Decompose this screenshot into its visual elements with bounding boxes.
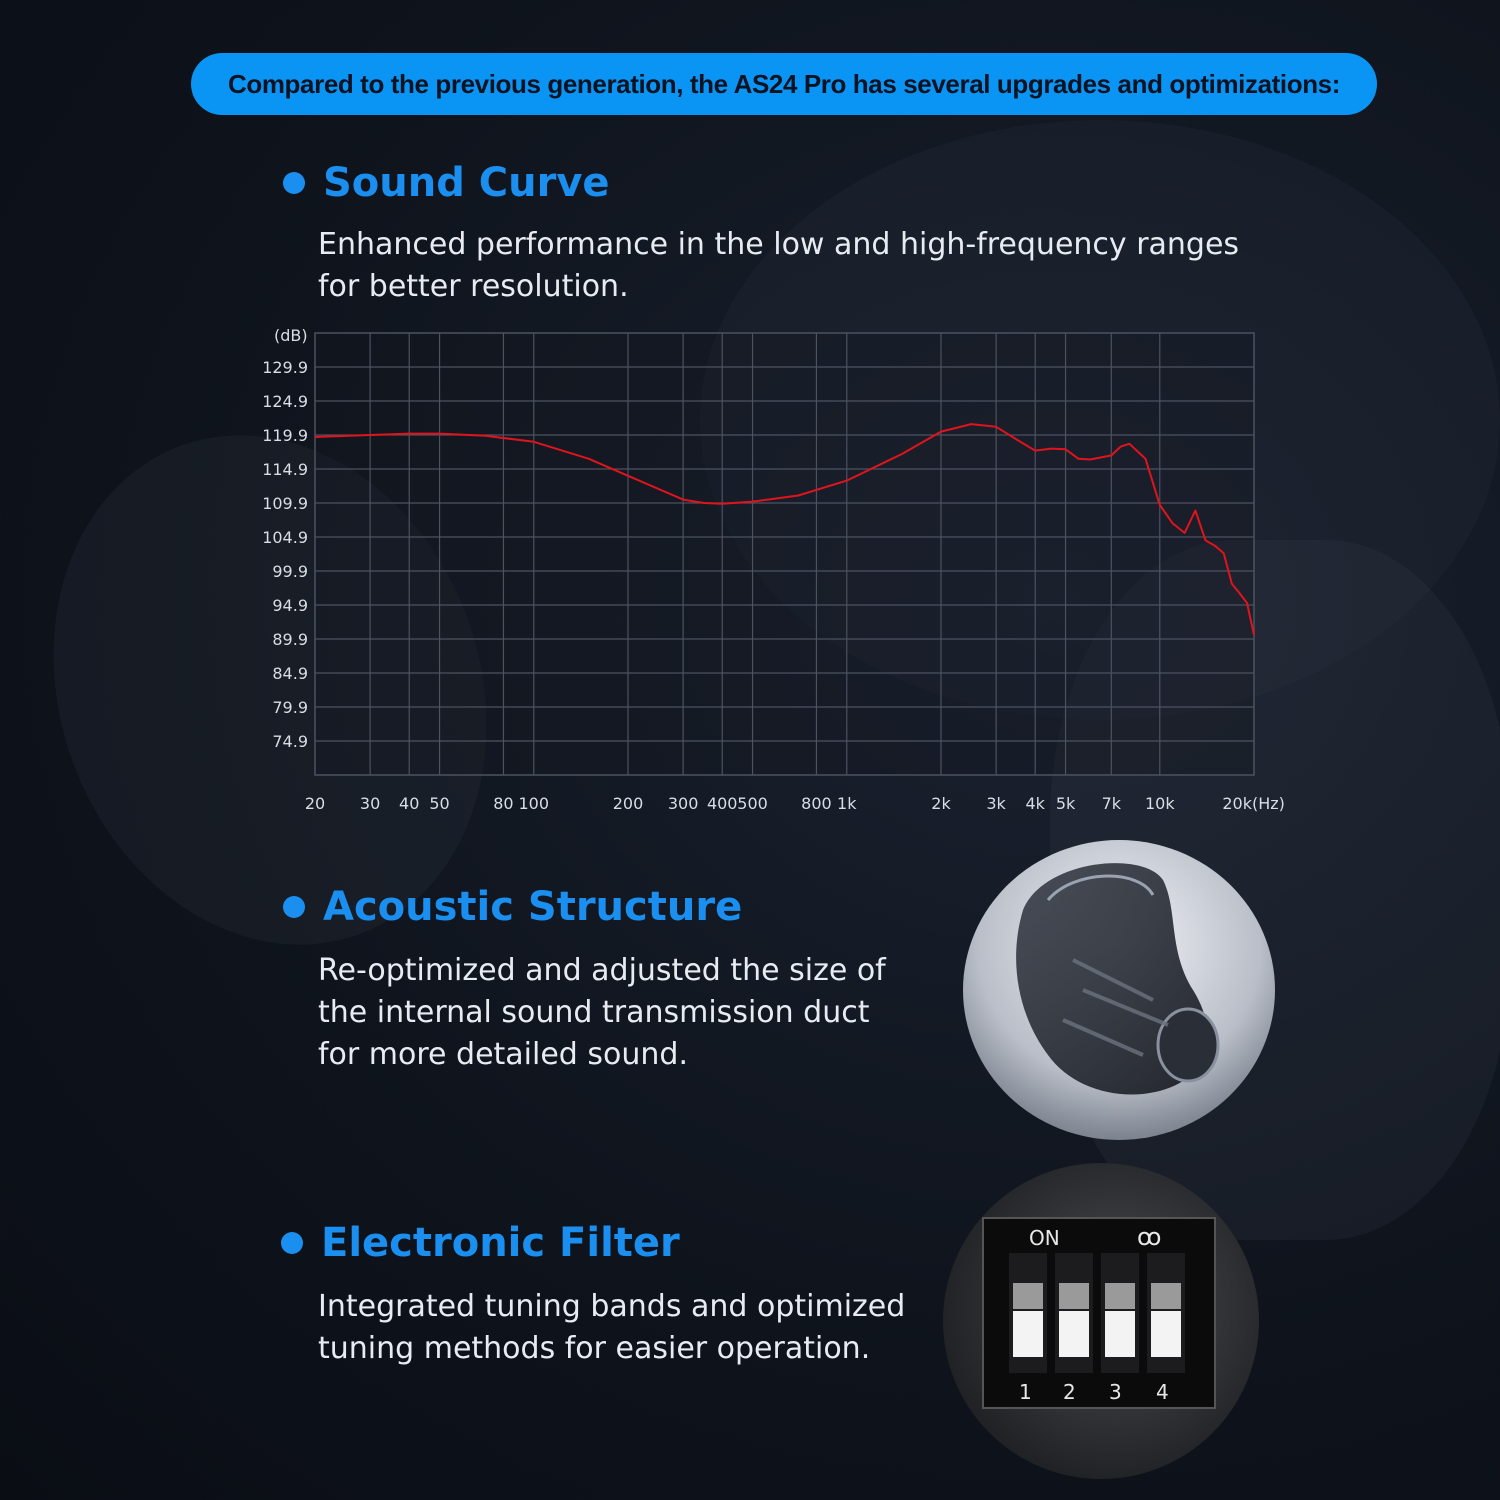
y-axis-ticks [262, 358, 308, 751]
x-tick-label: 300 [667, 794, 699, 813]
x-tick-label: 50 [429, 794, 450, 813]
y-axis-label: (dB) [274, 326, 308, 345]
plot-area [315, 333, 1254, 775]
sound-curve-description: Enhanced performance in the low and high-frequency ranges for better resolution. [318, 227, 1240, 304]
x-tick-label: 400 [706, 794, 738, 813]
x-tick-label: 4k [1025, 794, 1045, 813]
earpiece-shell-image [963, 840, 1275, 1140]
banner-text: Compared to the previous generation, the AS24 Pro has several upgrades and optimizations: [227, 68, 1341, 99]
y-tick-label: 99.9 [272, 562, 308, 581]
acoustic-structure-heading [283, 884, 742, 930]
y-tick-label: 74.9 [272, 732, 308, 751]
x-tick-label: 3k [986, 794, 1006, 813]
acoustic-structure-title: Acoustic Structure [323, 884, 743, 930]
y-tick-label: 89.9 [272, 630, 308, 649]
acoustic-structure-description: Re-optimized and adjusted the size of the internal sound transmission duct for more detailed sound. [318, 953, 886, 1072]
electronic-filter-description: Integrated tuning bands and optimized tuning methods for easier operation. [318, 1289, 906, 1366]
electronic-filter-heading [281, 1220, 680, 1266]
x-tick-label: 20k [1222, 794, 1252, 813]
y-tick-label: 84.9 [272, 664, 308, 683]
sound-curve-title: Sound Curve [323, 160, 610, 206]
y-tick-label: 104.9 [262, 528, 308, 547]
x-tick-label: 500 [737, 794, 768, 813]
y-tick-label: 114.9 [262, 460, 308, 479]
x-tick-label: 30 [359, 794, 381, 813]
bullet-dot-icon [283, 896, 305, 918]
electronic-filter-title: Electronic Filter [321, 1220, 680, 1266]
brand-logo: ꝏ [1137, 1223, 1162, 1251]
x-tick-label: 20 [304, 794, 326, 813]
y-tick-label: 109.9 [262, 494, 308, 513]
switch-number-1: 1 [1019, 1380, 1032, 1404]
x-tick-label: 10k [1144, 794, 1175, 813]
bullet-dot-icon [281, 1232, 303, 1254]
x-tick-label: 5k [1055, 794, 1076, 813]
x-tick-label: 2k [931, 794, 951, 813]
x-tick-label: 7k [1101, 794, 1122, 813]
switch-number-3: 3 [1109, 1380, 1122, 1404]
y-tick-label: 124.9 [262, 392, 308, 411]
x-tick-label: 1k [837, 794, 857, 813]
x-tick-label: 100 [518, 794, 550, 813]
x-axis-ticks [305, 794, 1253, 813]
x-tick-label: 200 [612, 794, 644, 813]
y-tick-label: 94.9 [272, 596, 308, 615]
dip-switch-image [943, 1163, 1259, 1479]
x-tick-label: 40 [399, 794, 420, 813]
y-tick-label: 129.9 [262, 358, 308, 377]
x-axis-unit-label: (Hz) [1252, 794, 1285, 813]
y-tick-label: 119.9 [262, 426, 308, 445]
switch-on-label: ON [1029, 1226, 1060, 1250]
x-tick-label: 800 [801, 794, 832, 813]
x-tick-label: 80 [493, 794, 514, 813]
switch-number-4: 4 [1156, 1380, 1169, 1404]
switch-number-2: 2 [1063, 1380, 1076, 1404]
y-tick-label: 79.9 [272, 698, 308, 717]
